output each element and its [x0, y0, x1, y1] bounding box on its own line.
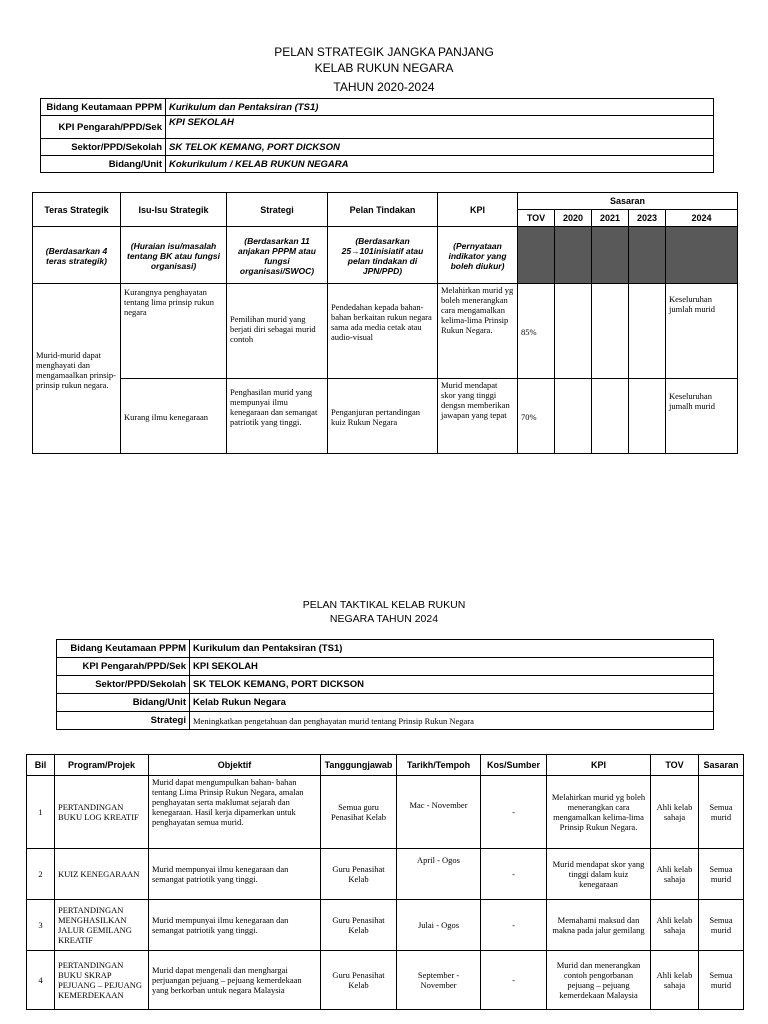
row-objektif: Murid mempunyai ilmu kenegaraan dan semangat patriotik yang tinggi.	[149, 900, 321, 951]
row-tarikh: April - Ogos	[397, 849, 481, 900]
header-tanggungjawab: Tanggungjawab	[321, 755, 397, 776]
row-tov: Ahli kelab sahaja	[651, 951, 699, 1010]
shaded-cell	[666, 227, 738, 284]
row-isu: Kurang ilmu kenegaraan	[121, 379, 227, 454]
header-year: TOV	[518, 210, 555, 227]
info-row	[41, 156, 714, 173]
info-label: Sektor/PPD/Sekolah	[57, 676, 190, 694]
row-bil: 4	[27, 951, 55, 1010]
info-value: Kurikulum dan Pentaksiran (TS1)	[166, 99, 714, 116]
row-kpi: Memahami maksud dan makna pada jalur gemilang	[547, 900, 651, 951]
doc1-info-table	[40, 98, 714, 173]
info-row	[57, 712, 714, 730]
row-tov: 85%	[518, 284, 555, 379]
header-row	[27, 755, 744, 776]
row-objektif: Murid mempunyai ilmu kenegaraan dan semangat patriotik yang tinggi.	[149, 849, 321, 900]
row-bil: 1	[27, 776, 55, 849]
row-2021	[592, 284, 629, 379]
shaded-cell	[629, 227, 666, 284]
row-2024: Keseluruhan jumalh murid	[666, 379, 738, 454]
row-tanggungjawab: Guru Penasihat Kelab	[321, 849, 397, 900]
row-program: PERTANDINGAN BUKU SKRAP PEJUANG – PEJUANG KEMERDEKAAN	[55, 951, 149, 1010]
shaded-cell	[555, 227, 592, 284]
info-label: Bidang Keutamaan PPPM	[57, 640, 190, 658]
header-sasaran: Sasaran	[518, 193, 738, 210]
header-tov: TOV	[651, 755, 699, 776]
header-program: Program/Projek	[55, 755, 149, 776]
row-kpi: Melahirkan murid yg boleh menerangkan cara mengamalkan kelima-lima Prinsip Rukun Negara.	[547, 776, 651, 849]
tactical-plan-table	[26, 754, 744, 1010]
info-value: Kokurikulum / KELAB RUKUN NEGARA	[166, 156, 714, 173]
notes-row	[33, 227, 738, 284]
row-program: KUIZ KENEGARAAN	[55, 849, 149, 900]
header-year: 2021	[592, 210, 629, 227]
row-isu: Kurangnya penghayatan tentang lima prinsip rukun negara	[121, 284, 227, 379]
row-strategi: Pemilihan murid yang berjati diri sebagai murid contoh	[227, 284, 328, 379]
row-program: PERTANDINGAN MENGHASILKAN JALUR GEMILANG KREATIF	[55, 900, 149, 951]
info-value: KPI SEKOLAH	[190, 658, 714, 676]
row-2020	[555, 284, 592, 379]
row-sasaran: Semua murid	[699, 900, 744, 951]
header-year: 2023	[629, 210, 666, 227]
header-objektif: Objektif	[149, 755, 321, 776]
info-label: Bidang/Unit	[57, 694, 190, 712]
info-value: KPI SEKOLAH	[166, 116, 714, 139]
row-kpi: Murid mendapat skor yang tinggi dengsn memberikan jawapan yang tepat	[438, 379, 518, 454]
header-pelan: Pelan Tindakan	[328, 193, 438, 227]
info-row	[57, 658, 714, 676]
row-2021	[592, 379, 629, 454]
doc2-title-line2: NEGARA TAHUN 2024	[329, 613, 439, 625]
info-value: Kelab Rukun Negara	[190, 694, 714, 712]
header-isu: Isu-Isu Strategik	[121, 193, 227, 227]
row-kpi: Murid dan menerangkan contoh pengorbanan pejuang – pejuang kemerdekaan Malaysia	[547, 951, 651, 1010]
row-kos: -	[481, 951, 547, 1010]
header-year: 2020	[555, 210, 592, 227]
note-teras: (Berdasarkan 4 teras strategik)	[33, 227, 121, 284]
shaded-cell	[518, 227, 555, 284]
table-row	[33, 284, 738, 379]
info-row	[41, 139, 714, 156]
info-label: Sektor/PPD/Sekolah	[41, 139, 166, 156]
row-tov: Ahli kelab sahaja	[651, 900, 699, 951]
table-row	[27, 900, 744, 951]
row-strategi: Penghasilan murid yang mempunyai ilmu kenegaraan dan semangat patriotik yang tinggi.	[227, 379, 328, 454]
info-label: KPI Pengarah/PPD/Sek	[41, 116, 166, 139]
header-bil: Bil	[27, 755, 55, 776]
note-kpi: (Pernyataan indikator yang boleh diukur)	[438, 227, 518, 284]
row-tanggungjawab: Guru Penasihat Kelab	[321, 900, 397, 951]
shaded-cell	[592, 227, 629, 284]
row-objektif: Murid dapat mengenali dan menghargai perjuangan pejuang – pejuang kemerdekaan yang berkorban untuk negara Malaysia	[149, 951, 321, 1010]
row-sasaran: Semua murid	[699, 849, 744, 900]
doc1-title	[0, 44, 768, 95]
table-row	[33, 379, 738, 454]
row-kos: -	[481, 900, 547, 951]
header-sasaran: Sasaran	[699, 755, 744, 776]
strategic-plan-table	[32, 192, 738, 454]
row-2020	[555, 379, 592, 454]
row-program: PERTANDINGAN BUKU LOG KREATIF	[55, 776, 149, 849]
row-bil: 3	[27, 900, 55, 951]
doc2-info-table	[56, 639, 714, 730]
header-kpi: KPI	[547, 755, 651, 776]
row-kos: -	[481, 776, 547, 849]
header-kpi: KPI	[438, 193, 518, 227]
row-kpi: Murid mendapat skor yang tinggi dalam kuiz kenegaraan	[547, 849, 651, 900]
header-tarikh: Tarikh/Tempoh	[397, 755, 481, 776]
header-teras: Teras Strategik	[33, 193, 121, 227]
info-label: KPI Pengarah/PPD/Sek	[57, 658, 190, 676]
info-value: Meningkatkan pengetahuan dan penghayatan murid tentang Prinsip Rukun Negara	[190, 712, 714, 730]
row-tov: Ahli kelab sahaja	[651, 849, 699, 900]
doc1-title-line2: KELAB RUKUN NEGARA	[314, 61, 454, 75]
info-row	[41, 116, 714, 139]
row-objektif: Murid dapat mengumpulkan bahan- bahan tentang Lima Prinsip Rukun Negara, amalan penghayatan serta maklumat sejarah dan kenegaraan. Hasil kerja dipamerkan untuk penghayatan semua murid.	[149, 776, 321, 849]
row-kos: -	[481, 849, 547, 900]
info-row	[57, 676, 714, 694]
header-year: 2024	[666, 210, 738, 227]
info-row	[57, 640, 714, 658]
header-strategi: Strategi	[227, 193, 328, 227]
doc1-title-line1: PELAN STRATEGIK JANGKA PANJANG	[274, 45, 494, 59]
row-tarikh: Mac - November	[397, 776, 481, 849]
row-sasaran: Semua murid	[699, 776, 744, 849]
row-tarikh: September - November	[397, 951, 481, 1010]
note-strategi: (Berdasarkan 11 anjakan PPPM atau fungsi organisasi/SWOC)	[227, 227, 328, 284]
row-tarikh: Julai - Ogos	[397, 900, 481, 951]
row-tanggungjawab: Semua guru Penasihat Kelab	[321, 776, 397, 849]
info-value: SK TELOK KEMANG, PORT DICKSON	[190, 676, 714, 694]
row-pelan: Penganjuran pertandingan kuiz Rukun Negara	[328, 379, 438, 454]
table-row	[27, 776, 744, 849]
info-row	[41, 99, 714, 116]
table-row	[27, 951, 744, 1010]
row-2024: Keseluruhan jumlah murid	[666, 284, 738, 379]
doc2-title-line1: PELAN TAKTIKAL KELAB RUKUN	[302, 599, 466, 611]
doc2-title	[0, 598, 768, 626]
row-sasaran: Semua murid	[699, 951, 744, 1010]
row-tov: Ahli kelab sahaja	[651, 776, 699, 849]
note-isu: (Huraian isu/masalah tentang BK atau fungsi organisasi)	[121, 227, 227, 284]
row-tanggungjawab: Guru Penasihat Kelab	[321, 951, 397, 1010]
row-bil: 2	[27, 849, 55, 900]
doc1-title-line3: TAHUN 2020-2024	[333, 80, 435, 94]
info-label: Strategi	[57, 712, 190, 730]
info-value: Kurikulum dan Pentaksiran (TS1)	[190, 640, 714, 658]
header-row	[33, 193, 738, 210]
row-2023	[629, 379, 666, 454]
header-kos: Kos/Sumber	[481, 755, 547, 776]
row-kpi: Melahirkan murid yg boleh menerangkan cara mengamalkan kelima-lima Prinsip Rukun Negara.	[438, 284, 518, 379]
info-label: Bidang/Unit	[41, 156, 166, 173]
row-2023	[629, 284, 666, 379]
info-label: Bidang Keutamaan PPPM	[41, 99, 166, 116]
table-row	[27, 849, 744, 900]
info-value: SK TELOK KEMANG, PORT DICKSON	[166, 139, 714, 156]
teras-value: Murid-murid dapat menghayati dan mengamaalkan prinsip-prinsip rukun negara.	[33, 284, 121, 454]
info-row	[57, 694, 714, 712]
note-pelan: (Berdasarkan 25→101inisiatif atau pelan tindakan di JPN/PPD)	[328, 227, 438, 284]
row-tov: 70%	[518, 379, 555, 454]
row-pelan: Pendedahan kepada bahan-bahan berkaitan rukun negara sama ada media cetak atau audio-visual	[328, 284, 438, 379]
